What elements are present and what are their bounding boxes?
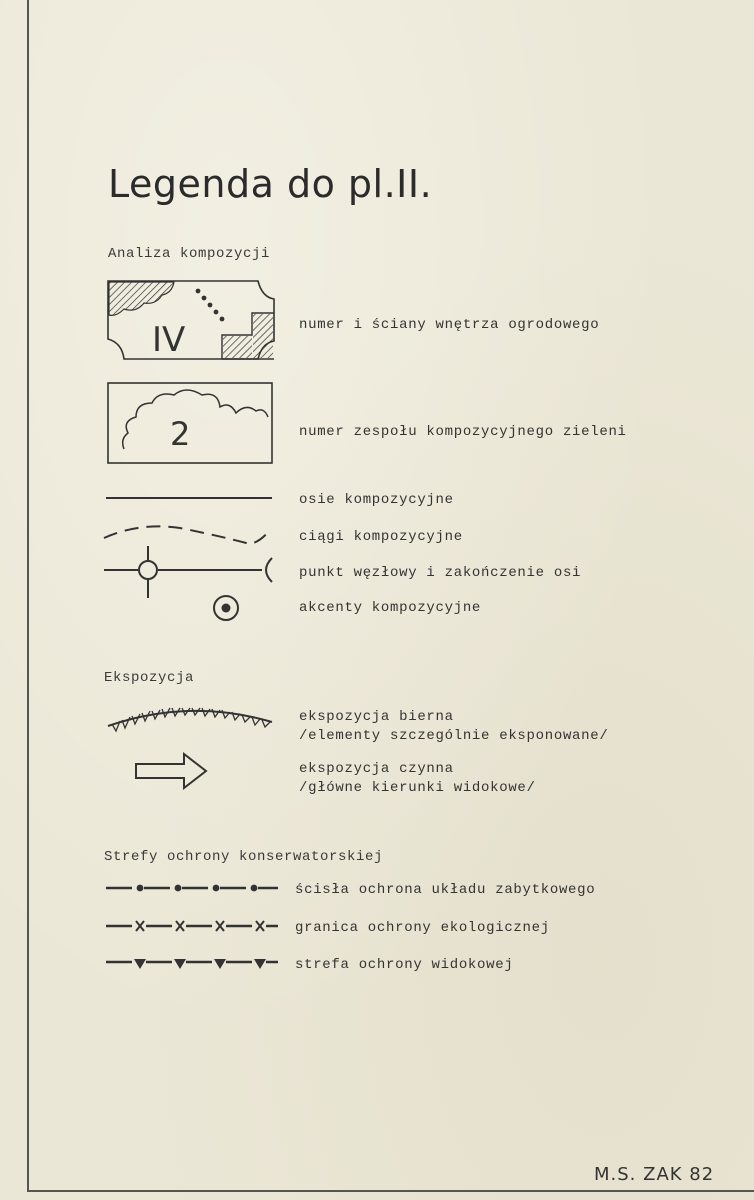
legend-text-view-protection: strefa ochrony widokowej	[295, 957, 514, 973]
strict-protection-line-symbol	[104, 880, 282, 896]
interior-number-label: IV	[152, 320, 186, 360]
legend-text-garden-interior: numer i ściany wnętrza ogrodowego	[299, 317, 600, 333]
section-heading-analysis: Analiza kompozycji	[108, 246, 271, 262]
legend-text-sequences: ciągi kompozycyjne	[299, 529, 463, 545]
section-heading-protection: Strefy ochrony konserwatorskiej	[104, 849, 384, 865]
section-heading-exposure: Ekspozycja	[104, 670, 195, 686]
ecological-boundary-line-symbol	[104, 917, 282, 935]
legend-text-strict-protection: ścisła ochrona układu zabytkowego	[295, 882, 596, 898]
legend-text-ecological-boundary: granica ochrony ekologicznej	[295, 920, 550, 936]
axis-solid-line-symbol	[104, 492, 276, 504]
author-signature: M.S. ZAK 82	[594, 1164, 715, 1185]
green-group-symbol	[106, 381, 276, 467]
active-exposure-arrow-icon	[134, 752, 210, 790]
garden-interior-symbol	[106, 279, 276, 361]
frame-line-left	[27, 0, 29, 1192]
legend-text-axes: osie kompozycyjne	[299, 492, 454, 508]
legend-text-node-point: punkt węzłowy i zakończenie osi	[299, 565, 582, 581]
group-number-label: 2	[170, 415, 191, 453]
legend-text-accents: akcenty kompozycyjne	[299, 600, 482, 616]
legend-text-active-exposure: ekspozycja czynna /główne kierunki widokowe/	[299, 761, 536, 796]
view-protection-line-symbol	[104, 955, 282, 973]
frame-line-bottom	[27, 1190, 754, 1192]
passive-exposure-symbol	[104, 700, 276, 734]
legend-text-passive-exposure: ekspozycja bierna /elementy szczególnie eksponowane/	[299, 709, 609, 744]
accent-circle-symbol	[210, 592, 242, 624]
legend-title: Legenda do pl.II.	[108, 162, 433, 206]
node-point-symbol	[100, 544, 276, 602]
legend-text-green-group: numer zespołu kompozycyjnego zieleni	[299, 424, 627, 440]
